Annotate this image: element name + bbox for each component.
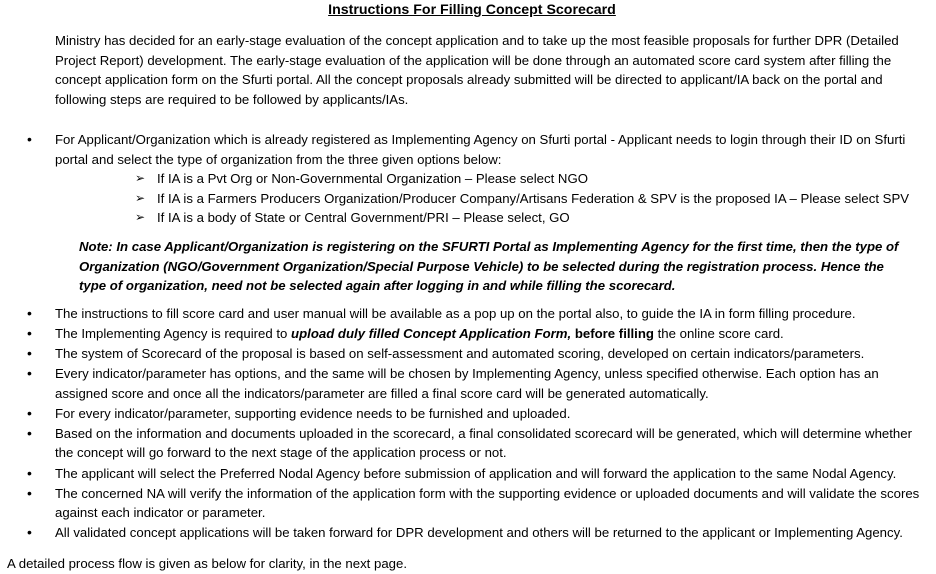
list-item-text: The system of Scorecard of the proposal is based on self-assessment and automated scoring, developed on certain indicators/parameters.: [55, 345, 865, 361]
bullet-icon: •: [27, 404, 32, 421]
document-title: Instructions For Filling Concept Scorecard: [328, 2, 616, 18]
list-item-text: Based on the information and documents uploaded in the scorecard, a final consolidated scorecard will be generated, which will determine whether the concept will go forward to the next stage of the application process or not.: [55, 425, 912, 461]
list-item-text: The applicant will select the Preferred Nodal Agency before submission of application and will forward the application to the same Nodal Agency.: [55, 465, 897, 481]
arrow-bullet-icon: ➢: [135, 171, 146, 186]
footer-text: A detailed process flow is given as below for clarity, in the next page.: [7, 556, 407, 571]
bullet-icon: •: [27, 365, 32, 382]
bullet-icon: •: [27, 524, 32, 541]
bullet-icon: •: [27, 484, 32, 501]
instruction-list: [0, 130, 936, 543]
arrow-bullet-icon: ➢: [135, 210, 146, 225]
arrow-bullet-icon: ➢: [135, 190, 146, 205]
list-item: [0, 324, 936, 344]
option-go: [135, 208, 932, 228]
bullet-icon: •: [27, 344, 32, 361]
list-item-text: All validated concept applications will be taken forward for DPR development and others will be returned to the applicant or Implementing Agency.: [55, 525, 903, 541]
list-item: [0, 484, 936, 523]
list-item: [0, 523, 936, 543]
list-item: [0, 424, 936, 463]
option-spv: [135, 189, 932, 209]
bullet-icon: •: [27, 424, 32, 441]
list-item-registered-ia: [0, 130, 936, 296]
remaining-items: [0, 304, 936, 543]
list-item: [0, 304, 936, 324]
list-item-text: Every indicator/parameter has options, and the same will be chosen by Implementing Agency, unless specified otherwise. Each option has an assigned score and once all the indicators/parameter are filled a final score card will be generated automatically.: [55, 366, 879, 401]
organization-options-list: [55, 169, 932, 228]
before-filling-emphasis: before filling: [571, 325, 654, 341]
list-item-text-pre: The Implementing Agency is required to: [55, 325, 292, 341]
bullet-icon: •: [27, 324, 32, 341]
list-item-text: For Applicant/Organization which is already registered as Implementing Agency on Sfurti portal - Applicant needs to login through their ID on Sfurti portal and select the type of organization from the three given options below:: [55, 132, 906, 167]
option-ngo: [135, 169, 932, 189]
registration-note: Note: In case Applicant/Organization is registering on the SFURTI Portal as Implementing Agency for the first time, then the type of Organization (NGO/Government Organization/Special Purpose Vehicle) to be selected during the registration process. Hence the type of organization, need not be selected again after logging in and while filling the scorecard.: [79, 238, 899, 294]
bullet-icon: •: [27, 304, 32, 321]
intro-paragraph: Ministry has decided for an early-stage evaluation of the concept application and to take up the most feasible proposals for further DPR (Detailed Project Report) development. The early-stage evaluation of the application will be done through an automated score card system after filling the concept application form on the Sfurti portal. All the concept proposals already submitted will be directed to applicant/IA back on the portal and following steps are required to be followed by applicants/IAs.: [55, 33, 899, 107]
list-item-text: The instructions to fill score card and user manual will be available as a pop up on the portal also, to guide the IA in form filling procedure.: [55, 305, 856, 321]
option-text: If IA is a Pvt Org or Non-Governmental Organization – Please select NGO: [157, 171, 588, 187]
upload-form-emphasis: upload duly filled Concept Application Form,: [291, 325, 572, 341]
list-item-text-post: the online score card.: [653, 325, 784, 341]
list-item-text: For every indicator/parameter, supporting evidence needs to be furnished and uploaded.: [55, 405, 571, 421]
list-item: [0, 364, 936, 403]
bullet-icon: •: [27, 464, 32, 481]
option-text: If IA is a Farmers Producers Organization/Producer Company/Artisans Federation & SPV is the proposed IA – Please select SPV: [157, 190, 910, 206]
list-item: [0, 464, 936, 484]
list-item-text: The concerned NA will verify the information of the application form with the supporting evidence or uploaded documents and will validate the scores against each indicator or parameter.: [55, 485, 920, 521]
option-text: If IA is a body of State or Central Government/PRI – Please select, GO: [157, 210, 570, 226]
list-item: [0, 344, 936, 364]
list-item: [0, 404, 936, 424]
bullet-icon: •: [27, 131, 32, 147]
